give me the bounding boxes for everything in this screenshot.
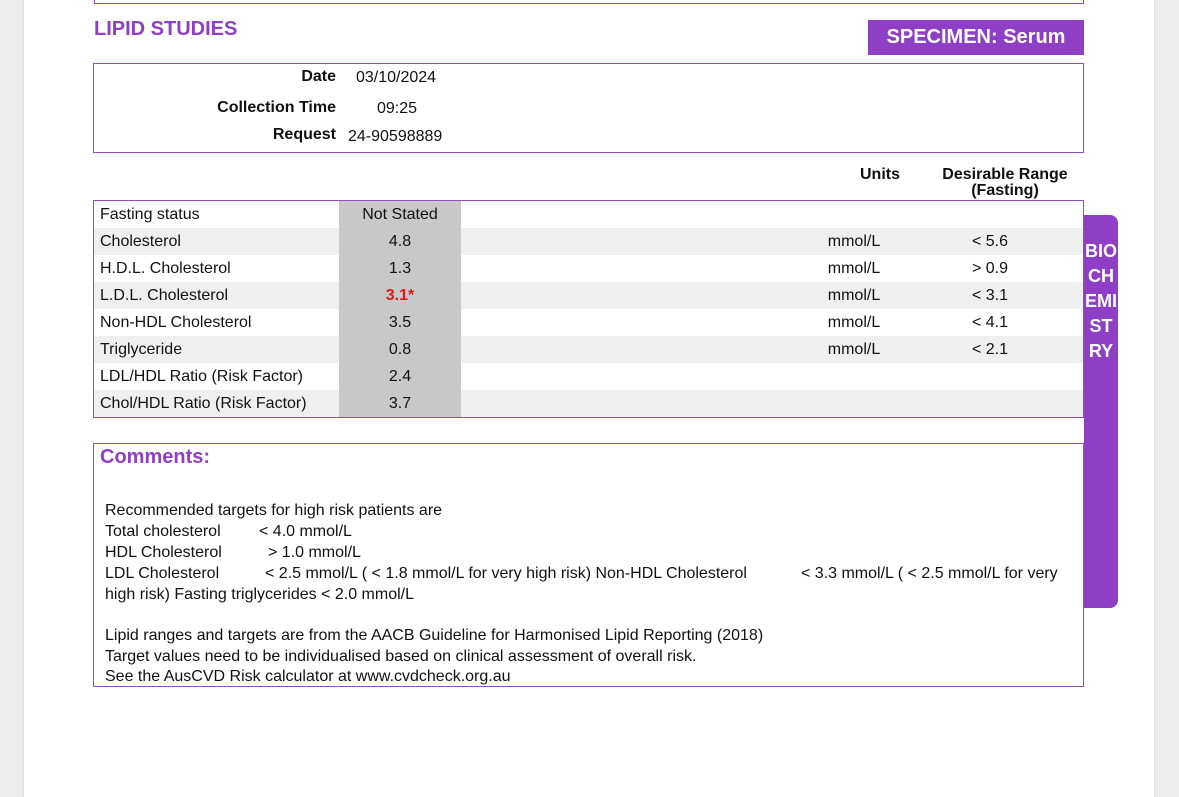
section-title: LIPID STUDIES <box>94 18 238 40</box>
target-name: HDL Cholesterol <box>105 544 222 561</box>
test-name: Non-HDL Cholesterol <box>100 314 252 331</box>
test-value: 2.4 <box>388 368 412 385</box>
test-value-flagged: 3.1* <box>385 287 415 304</box>
table-row <box>94 282 1083 309</box>
collection-time-value: 09:25 <box>377 100 418 117</box>
collection-time-label: Collection Time <box>217 99 336 116</box>
comment-wrap-line: high risk) Fasting triglycerides < 2.0 mmol/L <box>105 586 414 603</box>
test-name: Cholesterol <box>100 233 181 250</box>
test-name: Fasting status <box>100 206 200 223</box>
test-name: Chol/HDL Ratio (Risk Factor) <box>100 395 307 412</box>
test-value: 4.8 <box>388 233 412 250</box>
test-units: mmol/L <box>827 260 881 277</box>
test-value: 3.5 <box>388 314 412 331</box>
table-row <box>94 255 1083 282</box>
collection-info-box <box>93 63 1084 153</box>
target-ldl <box>105 563 1080 584</box>
table-row <box>94 201 1083 228</box>
date-value: 03/10/2024 <box>356 69 437 86</box>
test-name: H.D.L. Cholesterol <box>100 260 231 277</box>
biochemistry-side-tab <box>1084 215 1118 608</box>
units-column-header: Units <box>860 166 900 183</box>
test-value: 0.8 <box>388 341 412 358</box>
request-label: Request <box>272 126 336 143</box>
test-name: Triglyceride <box>100 341 183 358</box>
test-value: 1.3 <box>388 260 412 277</box>
target-name: LDL Cholesterol <box>105 565 220 582</box>
target-value-nonhdl: < 3.3 mmol/L ( < 2.5 mmol/L for very <box>801 565 1058 582</box>
range-header-line1: Desirable Range <box>942 166 1068 183</box>
target-value: < 4.0 mmol/L <box>259 523 352 540</box>
comments-title: Comments: <box>100 446 211 468</box>
test-range: < 2.1 <box>971 341 1009 358</box>
range-header-line2: (Fasting) <box>971 182 1039 199</box>
test-value: 3.7 <box>388 395 412 412</box>
target-value: > 1.0 mmol/L <box>268 544 361 561</box>
table-row <box>94 309 1083 336</box>
range-column-header <box>930 167 1080 199</box>
request-value: 24-90598889 <box>348 128 443 145</box>
target-total-cholesterol <box>105 521 505 542</box>
specimen-badge: SPECIMEN: Serum <box>868 20 1084 55</box>
test-range: < 4.1 <box>971 314 1009 331</box>
test-range: < 3.1 <box>971 287 1009 304</box>
report-page <box>24 0 1154 797</box>
date-label: Date <box>301 68 336 85</box>
comments-box <box>93 443 1084 687</box>
top-rule <box>94 0 1084 4</box>
comment-note-guideline: Lipid ranges and targets are from the AACB Guideline for Harmonised Lipid Reporting (2018) <box>105 627 764 644</box>
test-range: > 0.9 <box>971 260 1009 277</box>
test-units: mmol/L <box>827 341 881 358</box>
target-hdl <box>105 542 505 563</box>
table-row <box>94 390 1083 417</box>
comment-note-calculator: See the AusCVD Risk calculator at www.cvdcheck.org.au <box>105 668 511 685</box>
side-tab-label: BIOCHEMISTRY <box>1084 241 1117 361</box>
test-units: mmol/L <box>827 233 881 250</box>
table-row <box>94 363 1083 390</box>
test-range: < 5.6 <box>971 233 1009 250</box>
comment-intro: Recommended targets for high risk patients are <box>105 502 443 519</box>
comment-note-individualised: Target values need to be individualised based on clinical assessment of overall risk. <box>105 648 697 665</box>
target-value: < 2.5 mmol/L ( < 1.8 mmol/L for very high risk) Non-HDL Cholesterol <box>265 565 747 582</box>
test-name: LDL/HDL Ratio (Risk Factor) <box>100 368 304 385</box>
table-row <box>94 228 1083 255</box>
table-row <box>94 336 1083 363</box>
results-table <box>93 200 1084 418</box>
test-value: Not Stated <box>362 206 438 223</box>
test-name: L.D.L. Cholesterol <box>100 287 229 304</box>
target-name: Total cholesterol <box>105 523 221 540</box>
test-units: mmol/L <box>827 314 881 331</box>
test-units: mmol/L <box>827 287 881 304</box>
